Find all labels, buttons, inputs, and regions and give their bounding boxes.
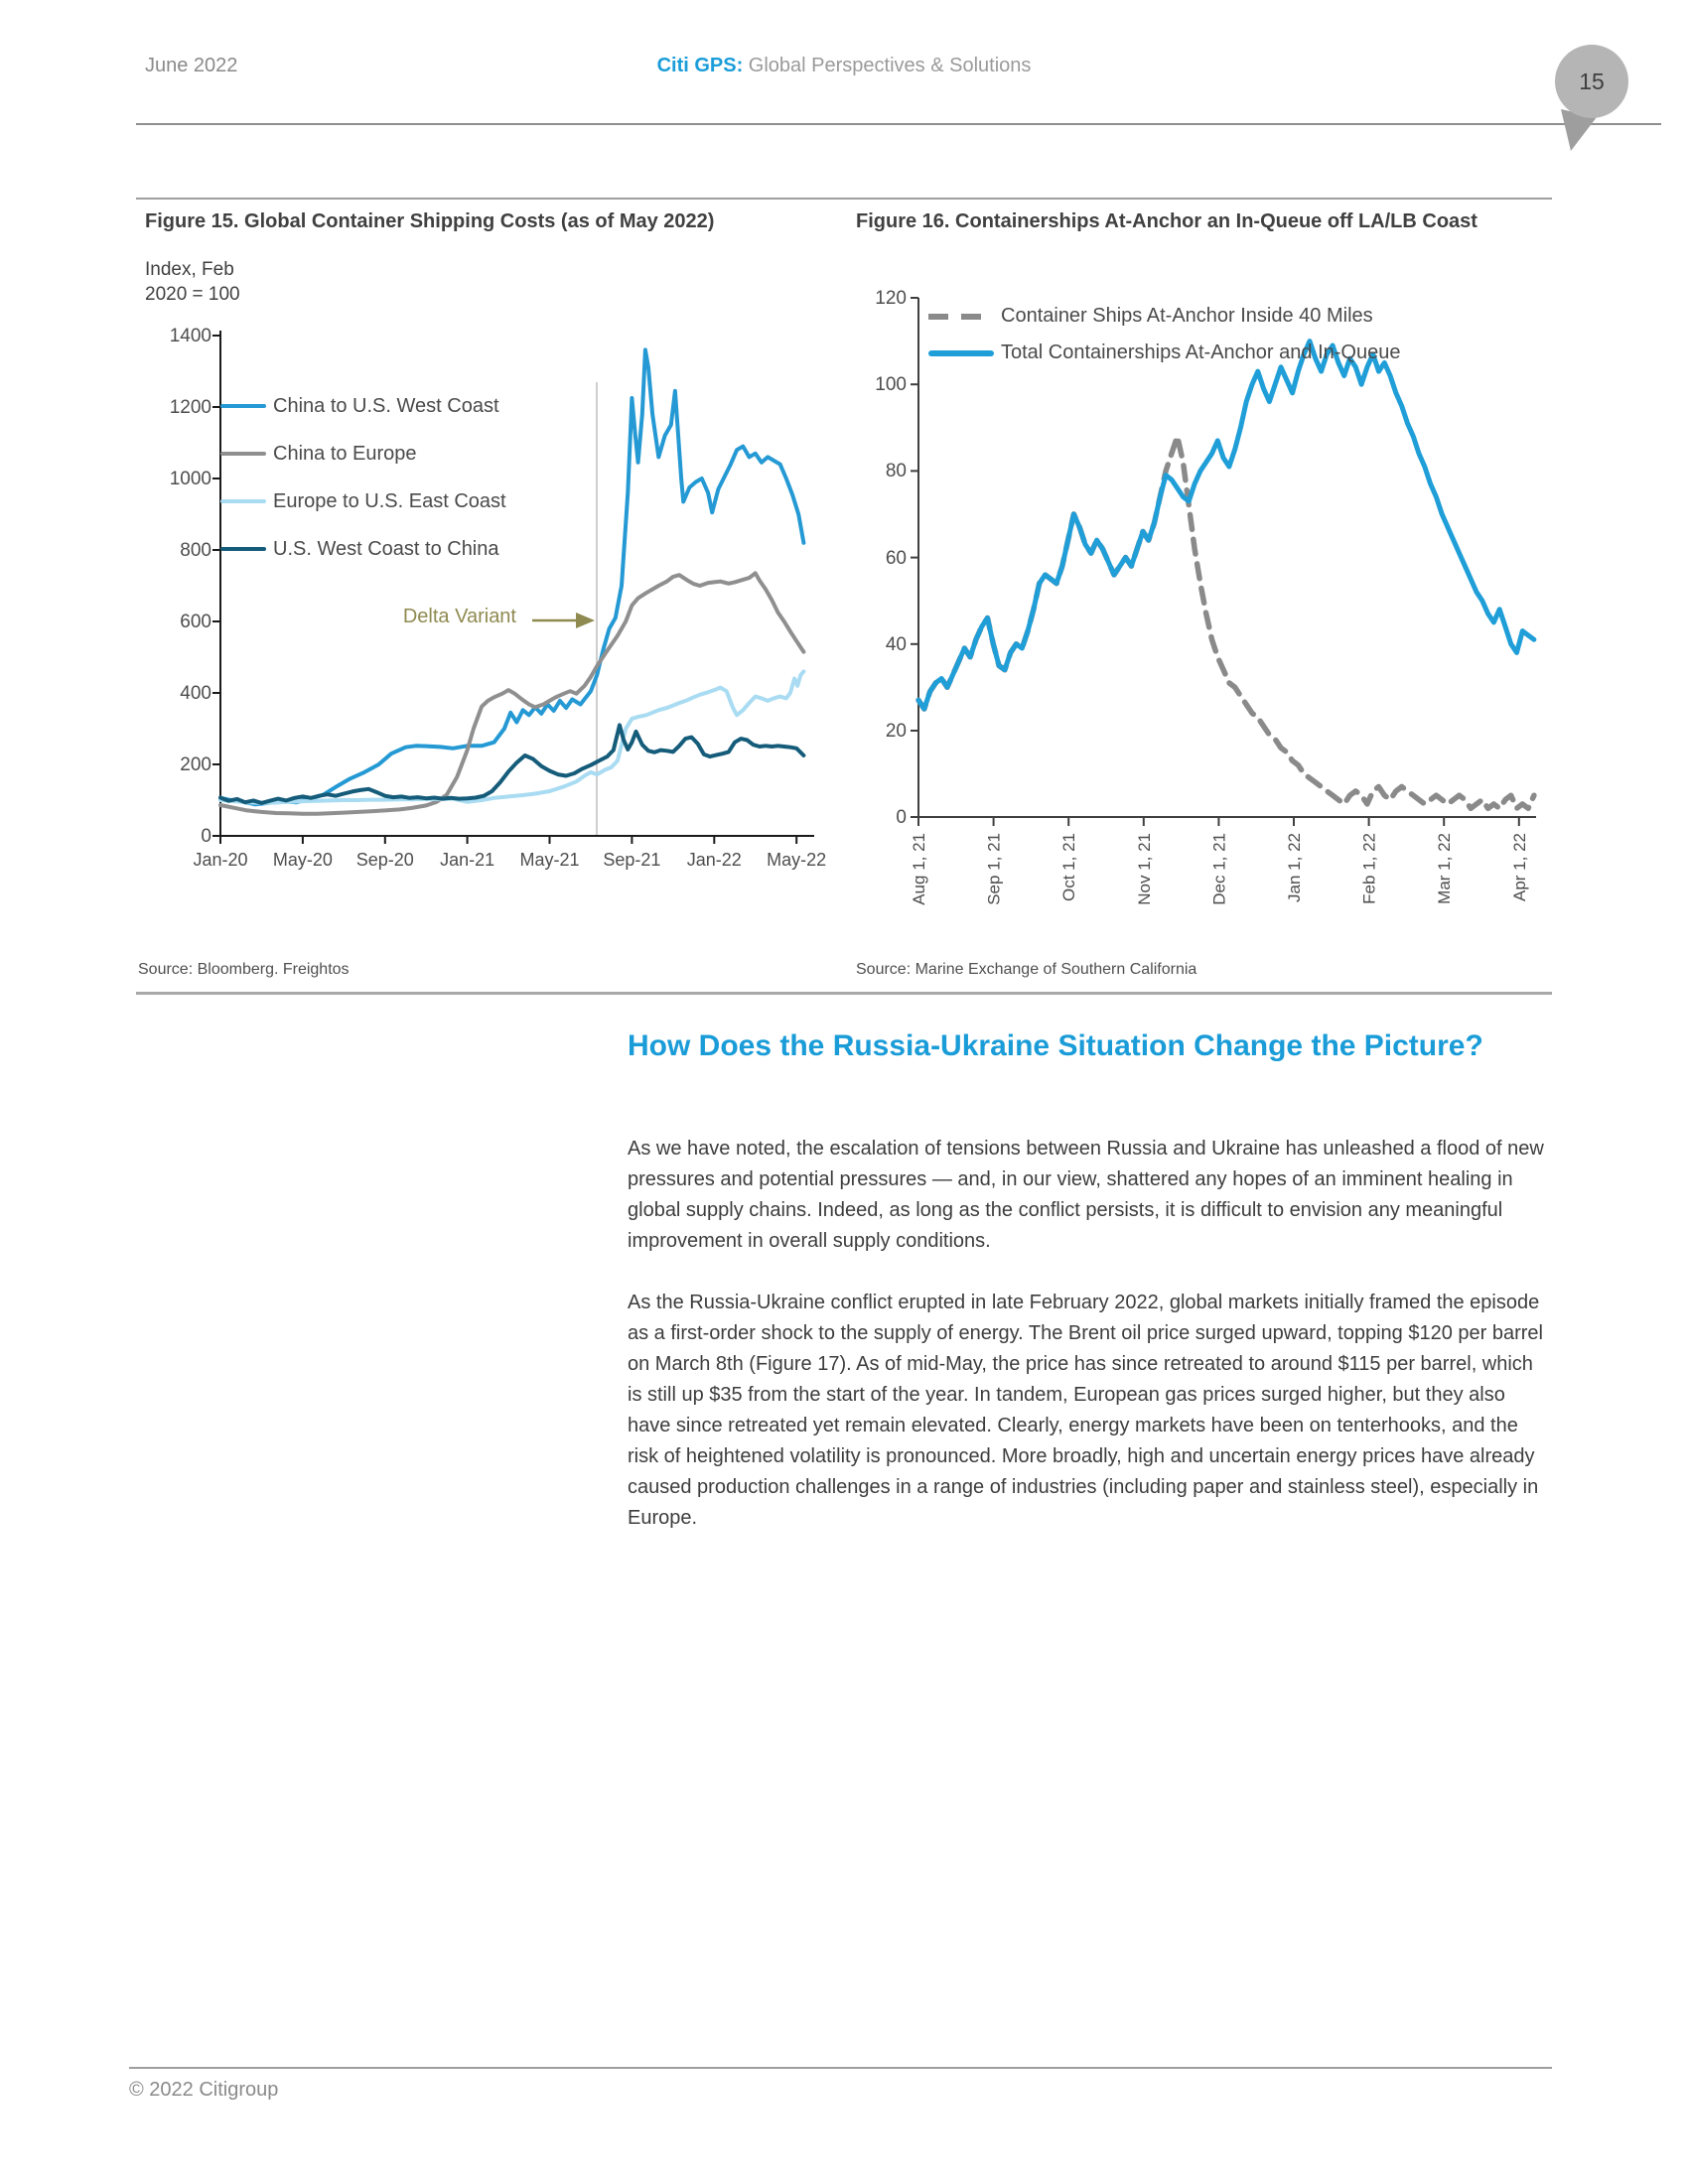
figure16-source: Source: Marine Exchange of Southern California	[856, 961, 1197, 978]
figure16-legend	[928, 298, 1400, 371]
x-tick-label: May-20	[272, 850, 333, 870]
figure16-series-lines	[918, 341, 1534, 809]
dashed-line-swatch	[928, 314, 994, 320]
x-tick-labels	[910, 833, 1529, 905]
y-tick-label: 1400	[169, 326, 211, 346]
x-tick-label: Sep 1, 21	[984, 833, 1004, 905]
y-tick-label: 400	[180, 683, 211, 704]
paragraph-1: As we have noted, the escalation of tensions between Russia and Ukraine has unleashed a flood of new pressures and potential pressures — and, in our view, shattered any hopes of an imminent healing in global supply chains. Indeed, as long as the conflict persists, it is difficult to envision any meaningful improvement in overall supply conditions.	[628, 1138, 1544, 1252]
y-tick-marks	[212, 336, 220, 836]
header-brand: Citi GPS:	[656, 55, 744, 76]
legend-label: U.S. West Coast to China	[273, 537, 499, 560]
y-tick-label: 200	[180, 754, 211, 775]
y-tick-label: 40	[885, 634, 907, 655]
x-tick-label: Oct 1, 21	[1059, 833, 1079, 901]
y-tick-label: 800	[180, 540, 211, 561]
series-line	[918, 341, 1534, 709]
solid-line-swatch	[928, 350, 994, 356]
legend-item	[220, 478, 506, 525]
x-tick-label: Sep-21	[603, 850, 661, 870]
legend-label: China to U.S. West Coast	[273, 394, 499, 417]
x-tick-label: Jan-20	[193, 850, 248, 870]
legend-item	[928, 335, 1400, 371]
page-number: 15	[1579, 68, 1605, 94]
legend-label: Total Containerships At-Anchor and In-Queue	[1001, 341, 1401, 363]
figure-block-bottom-border	[136, 992, 1552, 995]
figure-block-top-border	[136, 198, 1552, 200]
x-tick-labels	[193, 850, 826, 870]
y-tick-label: 1200	[169, 397, 211, 418]
x-tick-label: Dec 1, 21	[1209, 833, 1229, 905]
line-swatch-gray	[220, 452, 266, 456]
x-tick-label: Jan 1, 22	[1285, 833, 1304, 902]
x-tick-label: Nov 1, 21	[1134, 833, 1154, 905]
y-tick-label: 120	[875, 288, 907, 309]
figure15-legend	[220, 382, 506, 573]
figure16-title: Figure 16. Containerships At-Anchor an In-Queue off LA/LB Coast	[856, 210, 1477, 232]
legend-item	[928, 298, 1400, 335]
figure15-axis-note	[145, 257, 240, 307]
x-tick-label: Jan-21	[440, 850, 495, 870]
body-text	[628, 1134, 1545, 1565]
figure15-title: Figure 15. Global Container Shipping Costs (as of May 2022)	[145, 210, 715, 232]
x-tick-label: Apr 1, 22	[1509, 833, 1529, 901]
y-tick-label: 1000	[169, 469, 211, 489]
paragraph-2: As the Russia-Ukraine conflict erupted in late February 2022, global markets initially framed the episode as a first-order shock to the supply of energy. The Brent oil price surged upward, topping $120 per barrel on March 8th (Figure 17). As of mid-May, the price has since retreated to around $115 per barrel, which is still up $35 from the start of the year. In tandem, European gas prices surged higher, but they also have since retreated yet remain elevated. Clearly, energy markets have been on tenterhooks, and the risk of heightened volatility is pronounced. More broadly, high and uncertain energy prices have already caused production challenges in a range of industries (including paper and stainless steel), especially in Europe.	[628, 1292, 1543, 1529]
header-brand-rest: Global Perspectives & Solutions	[743, 55, 1032, 76]
header-divider	[136, 123, 1661, 125]
legend-item	[220, 430, 506, 478]
series-line	[220, 725, 803, 803]
line-swatch-lightblue	[220, 499, 266, 503]
x-tick-label: May-22	[767, 850, 827, 870]
page-number-badge	[1555, 45, 1628, 118]
header-date: June 2022	[145, 55, 238, 76]
legend-label: Europe to U.S. East Coast	[273, 489, 506, 512]
y-tick-label: 60	[885, 548, 907, 569]
x-tick-marks	[220, 836, 796, 844]
line-swatch-blue	[220, 404, 266, 408]
header-title	[136, 55, 1552, 77]
figure15-source: Source: Bloomberg. Freightos	[138, 961, 350, 978]
line-swatch-navy	[220, 547, 266, 551]
y-tick-label: 100	[875, 374, 907, 395]
legend-label: Container Ships At-Anchor Inside 40 Miles	[1001, 305, 1373, 327]
x-tick-label: Mar 1, 22	[1435, 833, 1455, 904]
x-tick-marks	[918, 817, 1519, 826]
footer-divider	[129, 2067, 1552, 2069]
y-tick-labels	[875, 288, 907, 828]
x-tick-label: May-21	[519, 850, 580, 870]
x-tick-label: Aug 1, 21	[910, 833, 928, 905]
y-tick-label: 20	[885, 721, 907, 742]
axis-note-line2: 2020 = 100	[145, 284, 240, 305]
axis-note-line1: Index, Feb	[145, 259, 234, 280]
y-tick-label: 0	[201, 826, 211, 847]
legend-item	[220, 525, 506, 573]
section-heading: How Does the Russia-Ukraine Situation Change the Picture?	[628, 1029, 1483, 1062]
x-tick-label: Sep-20	[355, 850, 414, 870]
y-tick-label: 0	[896, 807, 907, 828]
delta-variant-arrow	[532, 613, 595, 628]
footer-copyright: © 2022 Citigroup	[129, 2079, 279, 2101]
y-tick-labels	[170, 326, 211, 847]
x-tick-label: Jan-22	[686, 850, 742, 870]
y-tick-label: 80	[885, 461, 907, 481]
legend-item	[220, 382, 506, 430]
series-line	[918, 437, 1534, 809]
y-tick-label: 600	[180, 612, 211, 632]
delta-variant-annotation: Delta Variant	[402, 606, 516, 627]
legend-label: China to Europe	[273, 442, 417, 465]
x-tick-label: Feb 1, 22	[1359, 833, 1379, 904]
y-tick-marks	[911, 298, 918, 817]
